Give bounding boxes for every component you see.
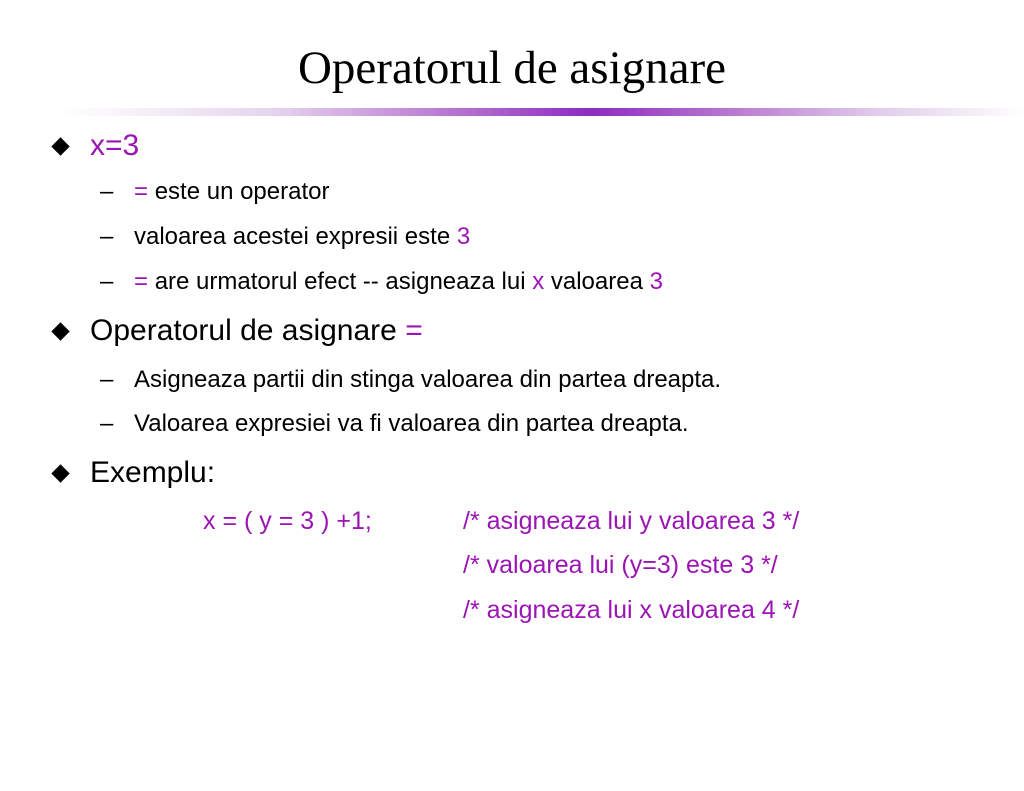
operator-symbol: = <box>134 268 149 295</box>
value-highlight: 3 <box>649 268 663 295</box>
dash-bullet-icon: – <box>100 178 114 205</box>
sub-bullet-text: Valoarea expresiei va fi valoarea din partea dreapta. <box>134 410 689 437</box>
code-comment: /* valoarea lui (y=3) este 3 */ <box>463 551 778 579</box>
bullet-heading: x=3 <box>90 129 140 162</box>
dash-bullet-icon: – <box>100 366 114 393</box>
dash-bullet-icon: – <box>100 410 114 437</box>
sub-bullet-text: = este un operator <box>134 178 330 205</box>
diamond-bullet-icon <box>51 137 69 155</box>
dash-bullet-icon: – <box>100 268 114 295</box>
code-comment: /* asigneaza lui x valoarea 4 */ <box>463 596 800 624</box>
diamond-bullet-icon <box>51 322 69 340</box>
bullet-heading: Exemplu: <box>90 456 216 489</box>
code-statement: x = ( y = 3 ) +1; <box>203 507 372 535</box>
title-divider <box>60 108 1024 116</box>
dash-bullet-icon: – <box>100 223 114 250</box>
sub-bullet-text: valoarea acestei expresii este 3 <box>134 223 471 250</box>
sub-bullet-text: Asigneaza partii din stinga valoarea din partea dreapta. <box>134 366 722 393</box>
operator-symbol: = <box>134 178 149 205</box>
sub-bullet-text: = are urmatorul efect -- asigneaza lui x valoarea 3 <box>134 268 663 295</box>
slide-title: Operatorul de asignare <box>297 42 727 94</box>
operator-symbol: = <box>405 314 423 347</box>
diamond-bullet-icon <box>51 464 69 482</box>
bullet-heading: Operatorul de asignare = <box>90 314 423 347</box>
variable-highlight: x <box>532 268 545 295</box>
code-comment: /* asigneaza lui y valoarea 3 */ <box>463 507 800 535</box>
value-highlight: 3 <box>456 223 471 250</box>
